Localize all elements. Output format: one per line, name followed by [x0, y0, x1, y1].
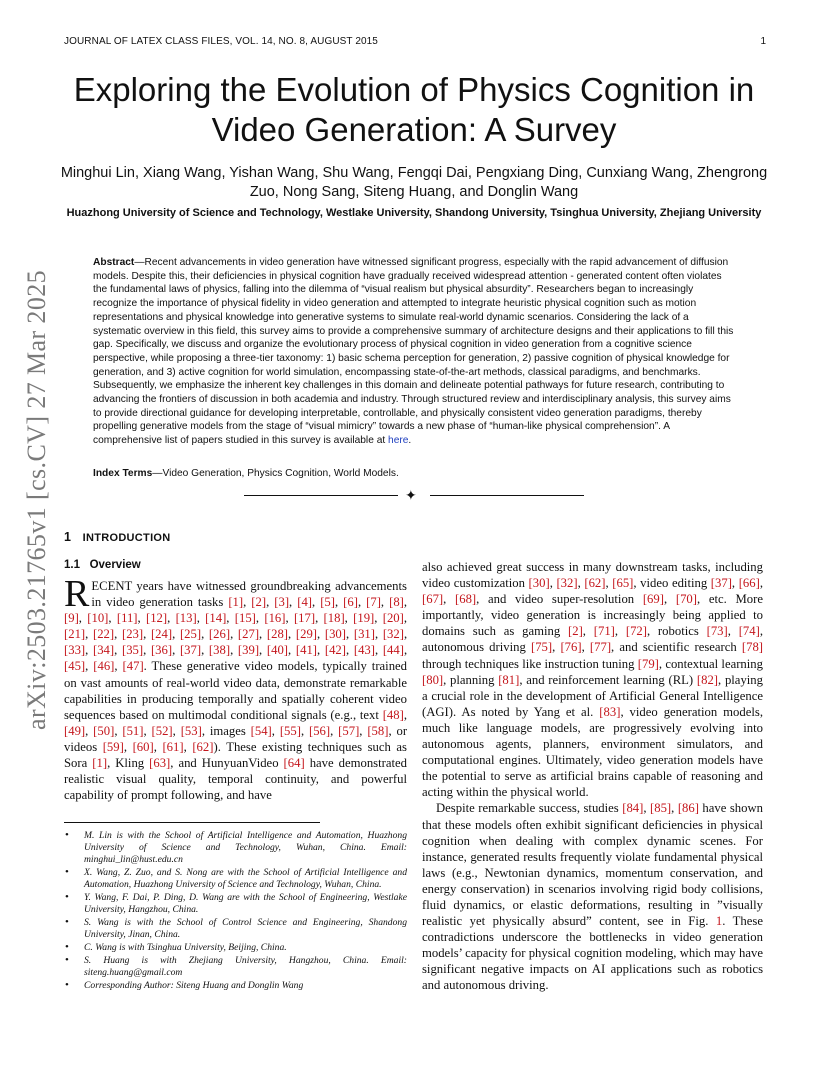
- body-text: ,: [549, 576, 557, 591]
- citation-link[interactable]: [59]: [102, 739, 124, 754]
- citation-link[interactable]: [65]: [612, 576, 634, 591]
- body-text: . These contradictions underscore the bottlenecks in video generation models’ capacity for physical cognition modeling, which may have significant negative impacts on AI applications such as robotics and autonomous driving.: [422, 914, 763, 993]
- citation-link[interactable]: [9]: [64, 611, 79, 626]
- citation-link[interactable]: [52]: [151, 723, 173, 738]
- citation-link[interactable]: [2]: [568, 624, 583, 639]
- body-text: , video editing: [633, 576, 711, 591]
- citation-link[interactable]: [45]: [64, 659, 86, 674]
- citation-link[interactable]: [46]: [93, 659, 115, 674]
- affiliations: Huazhong University of Science and Technology, Westlake University, Shandong University, Tsinghua University, Zhejiang University: [66, 207, 762, 219]
- citation-link[interactable]: [24]: [150, 627, 173, 642]
- section-heading: [64, 530, 171, 544]
- citation-link[interactable]: [1]: [228, 595, 244, 610]
- citation-link[interactable]: [30]: [528, 576, 550, 591]
- citation-link[interactable]: 1: [715, 914, 723, 929]
- body-text: . These generative video models, typically trained on vast amounts of real-world video data, demonstrate remarkable capabilities in producing temporally and spatially coherent video sequences based on multimodal conditional signals (e.g., text: [64, 659, 408, 722]
- citation-link[interactable]: [2]: [251, 595, 267, 610]
- footnote-item: • S. Huang is with Zhejiang University, Hangzhou, China. Email: siteng.huang@gmail.com: [64, 955, 407, 979]
- body-text: ,: [201, 643, 209, 658]
- citation-link[interactable]: [17]: [293, 611, 316, 626]
- body-text: ,: [288, 627, 296, 642]
- body-text: ,: [577, 576, 585, 591]
- citation-link[interactable]: [43]: [353, 643, 375, 658]
- citation-link[interactable]: [67]: [422, 592, 444, 607]
- body-text: , planning: [443, 672, 499, 687]
- body-text: ,: [643, 801, 651, 816]
- citation-link[interactable]: [54]: [250, 723, 272, 738]
- citation-link[interactable]: [40]: [266, 643, 289, 658]
- body-text: ,: [167, 611, 176, 626]
- body-text: Despite remarkable success, studies: [436, 801, 623, 816]
- citation-link[interactable]: [14]: [205, 611, 227, 626]
- body-text: ,: [226, 611, 235, 626]
- body-text: ,: [581, 640, 590, 655]
- body-text: ECENT years have witnessed groundbreaking advancements in video generation tasks: [91, 579, 407, 610]
- body-text: ,: [85, 723, 94, 738]
- citation-link[interactable]: [74]: [738, 624, 760, 639]
- index-terms-label: Index Terms: [93, 468, 153, 479]
- right-column: [422, 559, 763, 994]
- body-text: ,: [759, 576, 763, 591]
- citation-link[interactable]: [63]: [149, 756, 171, 771]
- citation-link[interactable]: [29]: [295, 627, 318, 642]
- body-text: ,: [289, 595, 298, 610]
- citation-link[interactable]: [42]: [324, 643, 346, 658]
- body-text: , contextual learning: [658, 656, 763, 671]
- citation-link[interactable]: [50]: [93, 723, 115, 738]
- citation-link[interactable]: [20]: [382, 611, 404, 626]
- citation-link[interactable]: [8]: [389, 595, 404, 610]
- citation-link[interactable]: [41]: [295, 643, 318, 658]
- body-text: ,: [315, 611, 324, 626]
- citation-link[interactable]: [81]: [498, 672, 520, 687]
- citation-link[interactable]: [37]: [710, 576, 732, 591]
- subsection-title: Overview: [89, 559, 141, 571]
- citation-link[interactable]: [28]: [266, 627, 289, 642]
- subsection-number: 1.1: [64, 559, 80, 571]
- body-text: , or videos: [64, 723, 408, 754]
- citation-link[interactable]: [4]: [297, 595, 313, 610]
- body-text: ,: [85, 643, 93, 658]
- body-text: ,: [172, 723, 181, 738]
- body-text: ). These existing techniques such as Sora: [64, 739, 407, 771]
- citation-link[interactable]: [16]: [264, 611, 286, 626]
- citation-link[interactable]: [26]: [208, 627, 231, 642]
- papers-list-link[interactable]: here: [388, 435, 409, 447]
- citation-link[interactable]: [77]: [589, 640, 612, 655]
- citation-link[interactable]: [51]: [122, 723, 144, 738]
- citation-link[interactable]: [79]: [637, 656, 659, 671]
- citation-link[interactable]: [47]: [122, 659, 144, 674]
- body-text: ,: [143, 723, 152, 738]
- body-text: ,: [671, 801, 678, 816]
- citation-link[interactable]: [70]: [675, 592, 697, 607]
- citation-link[interactable]: [62]: [192, 739, 214, 754]
- citation-link[interactable]: [39]: [237, 643, 260, 658]
- citation-link[interactable]: [21]: [64, 627, 86, 642]
- body-text: ,: [259, 643, 267, 658]
- footnote-item: • S. Wang is with the School of Control Science and Engineering, Shandong University, Jinan, China.: [64, 917, 407, 941]
- body-text: have shown that these models often exhibit significant deficiencies in physical cognition when dealing with complex dynamic scenes. For instance, generated results frequently violate fundamental physical laws (e.g., Newtonian dynamics, momentum conservation, and energy conservation) in scenarios involving rigid body collisions, fluid dynamics, or elastic deformations, resulting in ”visually realistic yet physically absurd” content, see in Fig.: [422, 801, 763, 929]
- citation-link[interactable]: [6]: [343, 595, 358, 610]
- citation-link[interactable]: [83]: [599, 704, 621, 719]
- citation-link[interactable]: [19]: [353, 611, 375, 626]
- body-text: ,: [183, 739, 193, 754]
- body-text: ,: [443, 592, 456, 607]
- body-text: have demonstrated realistic visual quality, temporal continuity, and powerful capability of prompt following, and have: [64, 756, 407, 803]
- body-text: ,: [114, 627, 122, 642]
- subsection-heading: [64, 559, 141, 571]
- citation-link[interactable]: [12]: [145, 611, 168, 626]
- citation-link[interactable]: [64]: [283, 756, 305, 771]
- citation-link[interactable]: [25]: [179, 627, 202, 642]
- divider-star-icon: ✦: [405, 487, 417, 503]
- section-divider: [244, 488, 584, 502]
- body-text: , Kling: [107, 756, 150, 771]
- citation-link[interactable]: [69]: [642, 592, 664, 607]
- citation-link[interactable]: [61]: [162, 739, 184, 754]
- body-text: ,: [153, 739, 163, 754]
- body-text: ,: [300, 723, 309, 738]
- body-text: , images: [201, 723, 251, 738]
- footnote-item: • X. Wang, Z. Zuo, and S. Nong are with the School of Artificial Intelligence and Automation, Huazhong University of Science and Technology, Wuhan, China.: [64, 867, 407, 891]
- footnote-list: [64, 830, 407, 992]
- citation-link[interactable]: [33]: [64, 643, 86, 658]
- body-text: ,: [285, 611, 294, 626]
- citation-link[interactable]: [7]: [366, 595, 381, 610]
- body-text: ,: [230, 627, 238, 642]
- body-text: ,: [317, 627, 325, 642]
- body-text: ,: [334, 595, 344, 610]
- body-text: ,: [114, 659, 123, 674]
- body-text: ,: [317, 643, 325, 658]
- body-text: ,: [727, 624, 739, 639]
- citation-link[interactable]: [68]: [455, 592, 477, 607]
- body-text: ,: [78, 611, 88, 626]
- body-text: ,: [230, 643, 238, 658]
- body-text: , autonomous driving: [422, 624, 763, 655]
- body-text: ,: [85, 659, 94, 674]
- body-text: ,: [605, 576, 613, 591]
- body-text: ,: [374, 627, 383, 642]
- citation-link[interactable]: [49]: [64, 723, 86, 738]
- citation-link[interactable]: [53]: [180, 723, 202, 738]
- body-text: ,: [374, 643, 383, 658]
- body-text: ,: [243, 595, 252, 610]
- citation-link[interactable]: [86]: [677, 801, 699, 816]
- body-text: , and scientific research: [611, 640, 742, 655]
- citation-link[interactable]: [3]: [274, 595, 290, 610]
- footnote-item: • Y. Wang, F. Dai, P. Ding, D. Wang are with the School of Engineering, Westlake University, Hangzhou, China.: [64, 892, 407, 916]
- left-column: [64, 573, 408, 803]
- footnotes: [64, 830, 407, 993]
- body-text: ,: [143, 627, 151, 642]
- section-title: INTRODUCTION: [82, 532, 171, 544]
- citation-link[interactable]: [71]: [593, 624, 615, 639]
- citation-link[interactable]: [15]: [234, 611, 256, 626]
- body-text: , etc. More importantly, video generation is increasingly being applied to domains such as gaming: [422, 592, 763, 639]
- body-text: ,: [312, 595, 321, 610]
- body-text: ,: [137, 611, 146, 626]
- arxiv-stamp: arXiv:2503.21765v1 [cs.CV] 27 Mar 2025: [22, 269, 51, 730]
- running-header: JOURNAL OF LATEX CLASS FILES, VOL. 14, NO. 8, AUGUST 2015: [64, 36, 378, 47]
- body-text: ,: [380, 595, 390, 610]
- divider-line-left: [244, 495, 398, 496]
- citation-link[interactable]: [57]: [338, 723, 360, 738]
- drop-cap: R: [64, 573, 90, 615]
- body-text: ,: [172, 627, 180, 642]
- citation-link[interactable]: [60]: [132, 739, 154, 754]
- index-terms-text: —Video Generation, Physics Cognition, World Models.: [152, 468, 399, 479]
- citation-link[interactable]: [34]: [92, 643, 115, 658]
- body-text: ,: [403, 595, 408, 610]
- body-text: also achieved great success in many downstream tasks, including video customization: [422, 560, 763, 591]
- page-number: 1: [760, 36, 766, 47]
- body-text: ,: [552, 640, 561, 655]
- footnote-item: • M. Lin is with the School of Artificial Intelligence and Automation, Huazhong University of Science and Technology, Wuhan, China. Email: minghui_lin@hust.edu.cn: [64, 830, 407, 866]
- citation-link[interactable]: [82]: [696, 672, 719, 687]
- body-text: ,: [288, 643, 296, 658]
- citation-link[interactable]: [27]: [237, 627, 260, 642]
- citation-link[interactable]: [31]: [353, 627, 375, 642]
- body-text: ,: [108, 611, 117, 626]
- body-text: through techniques like instruction tuning: [422, 656, 638, 671]
- citation-link[interactable]: [44]: [382, 643, 404, 658]
- body-paragraph: [64, 573, 408, 803]
- body-text: , and video super-resolution: [476, 592, 643, 607]
- footnote-item: • Corresponding Author: Siteng Huang and Donglin Wang: [64, 980, 407, 992]
- abstract: [93, 256, 736, 448]
- body-text: ,: [271, 723, 280, 738]
- citation-link[interactable]: [76]: [560, 640, 582, 655]
- citation-link[interactable]: [10]: [87, 611, 109, 626]
- footnote-item: • C. Wang is with Tsinghua University, Beijing, China.: [64, 942, 407, 954]
- abstract-end: .: [408, 435, 412, 447]
- abstract-text: —Recent advancements in video generation have witnessed significant progress, especially with the rapid advancement of diffusion models. Despite this, their deficiencies in physical cognition have gradually received widespread attention - generated content often violates the fundamental laws of physics, falling into the dilemma of “visual realism but physical absurdity”. Researchers began to increasingly recognize the importance of physical fidelity in video generation and attempted to integrate heuristic physical cognition such as motion representations and physical knowledge into generative systems to simulate real-world dynamic scenarios. Considering the lack of a systematic overview in this field, this survey aims to provide a comprehensive summary of architecture designs and their applications to fill this gap. Specifically, we discuss and organize the evolutionary process of physical cognition in video generation from a cognitive science perspective, while proposing a three-tier taxonomy: 1) basic schema perception for generation, 2) passive cognition of physical knowledge for generation, and 3) active cognition for world simulation, encompassing state-of-the-art methods, classical paradigms, and benchmarks. Subsequently, we emphasize the inherent key challenges in this domain and delineate potential pathways for future research, contributing to advancing the frontiers of discussion in both academia and industry. Through structured review and interdisciplinary analysis, this survey aims to provide directional guidance for developing interpretable, controllable, and physically consistent video generation paradigms, thereby propelling generative models from the stage of “visual mimicry” towards a new phase of “human-like physical comprehension”. A comprehensive list of papers studied in this survey is available at: [93, 257, 734, 447]
- body-text: ,: [403, 643, 408, 658]
- citation-link[interactable]: [66]: [738, 576, 760, 591]
- body-text: ,: [359, 723, 368, 738]
- citation-link[interactable]: [23]: [121, 627, 144, 642]
- body-text: , and HunyuanVideo: [170, 756, 284, 771]
- citation-link[interactable]: [73]: [706, 624, 728, 639]
- body-text: ,: [114, 643, 122, 658]
- section-number: 1: [64, 530, 72, 544]
- citation-link[interactable]: [85]: [650, 801, 672, 816]
- body-text: ,: [114, 723, 123, 738]
- body-text: ,: [344, 611, 354, 626]
- body-text: , playing a crucial role in the development of Artificial General Intelligence (AGI). As noted by Yang et al.: [422, 672, 763, 719]
- citation-link[interactable]: [35]: [121, 643, 144, 658]
- citation-link[interactable]: [22]: [92, 627, 115, 642]
- body-text: ,: [346, 643, 354, 658]
- citation-link[interactable]: [37]: [179, 643, 202, 658]
- citation-link[interactable]: [38]: [208, 643, 231, 658]
- body-text: ,: [403, 611, 408, 626]
- body-text: ,: [266, 595, 275, 610]
- abstract-label: Abstract: [93, 257, 135, 268]
- body-paragraph: [422, 800, 763, 993]
- body-text: ,: [374, 611, 383, 626]
- citation-link[interactable]: [13]: [175, 611, 197, 626]
- body-text: ,: [123, 739, 133, 754]
- body-text: , robotics: [646, 624, 707, 639]
- body-text: ,: [85, 627, 93, 642]
- footnote-rule: [64, 822, 320, 823]
- citation-link[interactable]: [55]: [279, 723, 301, 738]
- body-text: ,: [731, 576, 739, 591]
- body-text: ,: [403, 707, 407, 722]
- body-text: ,: [196, 611, 206, 626]
- body-text: ,: [614, 624, 626, 639]
- body-text: ,: [172, 643, 180, 658]
- body-text: ,: [403, 627, 408, 642]
- citation-link[interactable]: [58]: [367, 723, 389, 738]
- author-list: Minghui Lin, Xiang Wang, Yishan Wang, Shu Wang, Fengqi Dai, Pengxiang Ding, Cunxiang Wang, Zhengrong Zuo, Nong Sang, Siteng Huang, and Donglin Wang: [60, 165, 768, 200]
- body-paragraph: [422, 559, 763, 800]
- body-text: ,: [582, 624, 594, 639]
- body-text: ,: [201, 627, 209, 642]
- body-text: , video generation models, much like language models, are progressively evolving into autonomous agents, planners, environment simulators, and computational engines. Ultimately, video generation models have the potential to serve as artificial brains capable of reasoning and acting within the physical world.: [422, 704, 763, 800]
- citation-link[interactable]: [30]: [324, 627, 346, 642]
- body-text: ,: [663, 592, 676, 607]
- citation-link[interactable]: [84]: [622, 801, 644, 816]
- citation-link[interactable]: [32]: [382, 627, 404, 642]
- paper-title: Exploring the Evolution of Physics Cognition in Video Generation: A Survey: [73, 71, 755, 148]
- citation-link[interactable]: [48]: [382, 707, 404, 722]
- body-text: ,: [330, 723, 339, 738]
- citation-link[interactable]: [75]: [530, 640, 553, 655]
- citation-link[interactable]: [11]: [116, 611, 138, 626]
- body-text: ,: [143, 643, 151, 658]
- citation-link[interactable]: [36]: [150, 643, 173, 658]
- citation-link[interactable]: [56]: [308, 723, 331, 738]
- divider-line-right: [430, 495, 584, 496]
- citation-link[interactable]: [5]: [320, 595, 335, 610]
- citation-link[interactable]: [32]: [556, 576, 578, 591]
- body-text: ,: [357, 595, 367, 610]
- citation-link[interactable]: [18]: [323, 611, 345, 626]
- citation-link[interactable]: [62]: [584, 576, 606, 591]
- body-text: ,: [255, 611, 265, 626]
- citation-link[interactable]: [1]: [92, 756, 108, 771]
- citation-link[interactable]: [80]: [422, 672, 444, 687]
- body-text: ,: [259, 627, 267, 642]
- body-text: ,: [346, 627, 354, 642]
- index-terms: [93, 468, 736, 479]
- citation-link[interactable]: [78]: [741, 640, 764, 655]
- citation-link[interactable]: [72]: [625, 624, 647, 639]
- body-text: , and reinforcement learning (RL): [519, 672, 697, 687]
